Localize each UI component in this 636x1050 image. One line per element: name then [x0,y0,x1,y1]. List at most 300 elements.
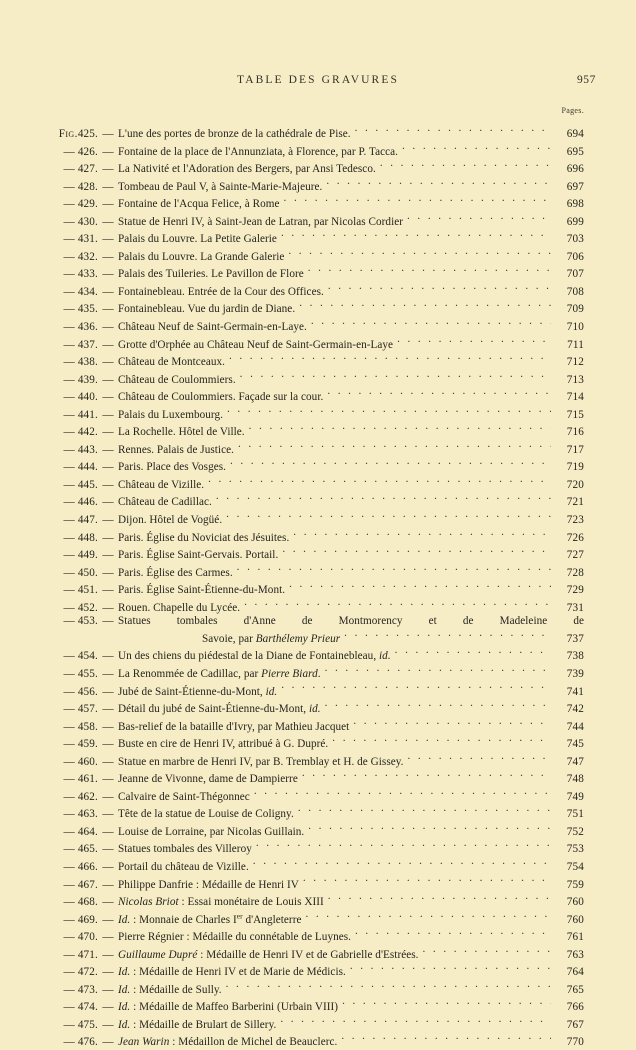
dot-leader [327,387,551,400]
figure-number: — 444. [63,461,98,474]
index-entry [34,282,584,300]
index-entry [34,646,584,664]
dot-leader [355,124,551,137]
entry-title: La Rochelle. Hôtel de Ville. [118,426,245,439]
entry-dash: — [102,531,114,544]
entry-page-number: 763 [566,948,584,961]
entry-page-number: 709 [566,303,584,316]
entry-page-number: 767 [566,1018,584,1031]
entry-dash: — [102,285,114,298]
index-entry [34,247,584,265]
index-entry [34,664,584,682]
entry-title: Rennes. Palais de Justice. [118,443,234,456]
figure-number: — 429. [63,198,98,211]
entry-title: Paris. Église du Noviciat des Jésuites. [118,531,290,544]
dot-leader [380,159,551,172]
figure-number: — 428. [63,180,98,193]
dot-leader [282,545,551,558]
dot-leader [407,212,551,225]
entry-dash: — [102,1018,114,1031]
figure-number: — 452. [63,601,98,614]
page-title: TABLE DES GRAVURES [237,74,399,86]
dot-leader [281,682,551,695]
dot-leader [328,892,551,905]
figure-number: — 448. [63,531,98,544]
figure-number: — 443. [63,443,98,456]
index-entry [34,892,584,910]
dot-leader [288,247,551,260]
entry-dash: — [102,650,114,663]
entry-dash: — [102,268,114,281]
dot-leader [344,629,551,642]
index-entry [34,422,584,440]
figure-number: — 466. [63,860,98,873]
entry-page-number: 716 [566,426,584,439]
dot-leader [289,580,551,593]
entry-title: Fontaine de l'Acqua Felice, à Rome [118,198,280,211]
entry-dash: — [102,549,114,562]
entry-dash: — [102,685,114,698]
index-entry [34,804,584,822]
entry-dash: — [102,790,114,803]
entry-title: L'une des portes de bronze de la cathédrale de Pise. [118,128,351,140]
dot-leader [253,857,551,870]
dot-leader [281,229,551,242]
entry-page-number: 766 [566,1001,584,1014]
entry-dash: — [102,860,114,873]
figure-number: — 465. [63,843,98,856]
entry-page-number: 728 [566,566,584,579]
figure-number: — 470. [63,931,98,944]
index-entry [34,857,584,875]
entry-dash: — [102,584,114,597]
entry-title: Château de Montceaux. [118,356,225,369]
figure-number: — 445. [63,478,98,491]
entry-title: La Renommée de Cadillac, par Pierre Biard. [118,667,321,680]
entry-page-number: 723 [566,514,584,527]
entry-page-number: 752 [566,825,584,838]
index-entry [34,229,584,247]
entry-dash: — [102,601,114,614]
index-entry [34,405,584,423]
dot-leader [230,457,551,470]
entry-title: Paris. Église Saint-Étienne-du-Mont. [118,584,286,597]
entry-dash: — [102,1036,114,1049]
dot-leader [227,405,551,418]
entry-title: Palais du Louvre. La Grande Galerie [118,250,285,263]
index-entry [34,1032,584,1050]
dot-leader [342,997,551,1010]
figure-number: — 438. [63,356,98,369]
dot-leader [311,317,551,330]
entry-page-number: 698 [566,198,584,211]
figure-number: — 469. [63,913,98,926]
entry-title: Détail du jubé de Saint-Étienne-du-Mont, id. [118,703,321,716]
index-entry [34,177,584,195]
entry-dash: — [102,1001,114,1014]
index-entry [34,875,584,893]
entry-title: Grotte d'Orphée au Château Neuf de Saint-Germain-en-Laye [118,338,394,351]
index-entry [34,1015,584,1033]
figure-number: — 449. [63,549,98,562]
index-entry [34,682,584,700]
entry-title: Tombeau de Paul V, à Sainte-Marie-Majeure. [118,180,323,193]
dot-leader [355,927,551,940]
entry-dash: — [102,514,114,527]
figure-number: — 462. [63,790,98,803]
dot-leader [353,717,551,730]
running-head [32,74,604,92]
entry-title: Château de Vizille. [118,478,205,491]
entry-dash: — [102,948,114,961]
index-entry [34,717,584,735]
entry-dash: — [102,667,114,680]
entry-page-number: 726 [566,531,584,544]
dot-leader [299,299,551,312]
entry-title: Id. : Médaille de Brulart de Sillery. [118,1018,277,1031]
entry-title-continued: Savoie, par Barthélemy Prieur [202,632,341,645]
entry-page-number: 754 [566,860,584,873]
dot-leader [244,598,551,611]
dot-leader [402,142,551,155]
dot-leader [226,510,551,523]
entry-title: Palais du Louvre. La Petite Galerie [118,233,277,246]
entry-page-number: 745 [566,738,584,751]
index-entry [34,752,584,770]
entry-dash: — [102,913,114,926]
dot-leader [238,440,551,453]
figure-index-list [34,124,584,1050]
dot-leader [240,370,551,383]
entry-title: Palais des Tuileries. Le Pavillon de Flore [118,268,304,281]
figure-number: — 456. [63,685,98,698]
dot-leader [423,945,551,958]
entry-page-number: 747 [566,755,584,768]
entry-page-number: 759 [566,878,584,891]
entry-dash: — [102,145,114,158]
index-entry [34,387,584,405]
figure-number: — 474. [63,1001,98,1014]
entry-dash: — [102,825,114,838]
entry-page-number: 739 [566,667,584,680]
figure-number: — 457. [63,703,98,716]
entry-title: Château de Coulommiers. Façade sur la cour. [118,391,324,404]
index-entry [34,822,584,840]
entry-page-number: 760 [566,896,584,909]
entry-page-number: 719 [566,461,584,474]
index-entry-line [34,629,584,647]
index-entry [34,492,584,510]
entry-title: Id. : Médaille de Sully. [118,983,222,996]
entry-dash: — [102,250,114,263]
entry-dash: — [102,478,114,491]
index-entry [34,124,584,142]
entry-page-number: 714 [566,391,584,404]
entry-dash: — [102,755,114,768]
entry-page-number: 710 [566,321,584,334]
index-entry [34,264,584,282]
entry-dash: — [102,615,114,628]
entry-page-number: 748 [566,773,584,786]
entry-page-number: 707 [566,268,584,281]
entry-title: Château Neuf de Saint-Germain-en-Laye. [118,321,307,334]
entry-dash: — [102,896,114,909]
figure-number: — 461. [63,773,98,786]
index-entry [34,598,584,616]
entry-dash: — [102,496,114,509]
dot-leader [208,475,551,488]
dot-leader [298,804,551,817]
entry-page-number: 742 [566,703,584,716]
dot-leader [350,962,551,975]
entry-title: Statue de Henri IV, à Saint-Jean de Latran, par Nicolas Cordier [118,215,404,228]
dot-leader [237,563,551,576]
entry-page-number: 694 [566,128,584,140]
figure-number: — 427. [63,163,98,176]
entry-page-number: 712 [566,356,584,369]
entry-title: Id. : Médaille de Henri IV et de Marie de Médicis. [118,966,346,979]
index-entry [34,317,584,335]
index-entry [34,699,584,717]
entry-dash: — [102,703,114,716]
figure-number: — 446. [63,496,98,509]
index-entry [34,769,584,787]
entry-page-number: 737 [566,632,584,645]
figure-number: — 472. [63,966,98,979]
entry-title: Louise de Lorraine, par Nicolas Guillain. [118,825,305,838]
figure-number: — 432. [63,250,98,263]
entry-page-number: 721 [566,496,584,509]
figure-number: — 450. [63,566,98,579]
index-entry [34,475,584,493]
index-entry [34,212,584,230]
entry-title: Calvaire de Saint-Thégonnec [118,790,250,803]
entry-title: Dijon. Hôtel de Vogüé. [118,514,223,527]
figure-number: — 471. [63,948,98,961]
figure-number: — 442. [63,426,98,439]
index-entry [34,962,584,980]
index-entry [34,194,584,212]
entry-page-number: 695 [566,145,584,158]
index-entry [34,734,584,752]
entry-page-number: 720 [566,478,584,491]
entry-title: Un des chiens du piédestal de la Diane de Fontainebleau, id. [118,650,391,663]
figure-number: — 475. [63,1018,98,1031]
figure-number: — 436. [63,321,98,334]
dot-leader [332,734,551,747]
entry-page-number: 711 [567,338,584,351]
entry-title: Statue en marbre de Henri IV, par B. Tremblay et H. de Gissey. [118,755,404,768]
entry-title: Jeanne de Vivonne, dame de Dampierre [118,773,298,786]
entry-title: Paris. Église Saint-Gervais. Portail. [118,549,279,562]
index-entry [34,370,584,388]
figure-number: — 453. [63,615,98,628]
index-entry [34,440,584,458]
dot-leader [306,910,552,923]
entry-dash: — [102,408,114,421]
entry-title: Palais du Luxembourg. [118,408,223,421]
entry-dash: — [102,443,114,456]
dot-leader [408,752,551,765]
dot-leader [397,335,551,348]
figure-number: — 463. [63,808,98,821]
entry-page-number: 717 [566,443,584,456]
dot-leader [326,177,551,190]
entry-title: Portail du château de Vizille. [118,860,249,873]
figure-number: — 434. [63,285,98,298]
entry-dash: — [102,215,114,228]
entry-dash: — [102,356,114,369]
entry-page-number: 697 [566,180,584,193]
dot-leader [303,875,551,888]
index-entry [34,545,584,563]
figure-number: — 439. [63,373,98,386]
figure-number: — 468. [63,896,98,909]
index-entry [34,299,584,317]
entry-title: Tête de la statue de Louise de Coligny. [118,808,294,821]
entry-dash: — [102,843,114,856]
entry-title: Id. : Monnaie de Charles Ier d'Angleterre [118,910,302,926]
entry-title: Fontainebleau. Entrée de la Cour des Offices. [118,285,324,298]
dot-leader [325,699,551,712]
folio-number: 957 [576,74,596,86]
entry-dash: — [102,931,114,944]
figure-number: — 458. [63,720,98,733]
dot-leader [256,839,551,852]
index-entry [34,580,584,598]
figure-number: — 447. [63,514,98,527]
dot-leader [308,822,551,835]
entry-page-number: 708 [566,285,584,298]
entry-page-number: 731 [566,601,584,614]
dot-leader [249,422,551,435]
dot-leader [293,528,551,541]
entry-page-number: 729 [566,584,584,597]
figure-number: — 431. [63,233,98,246]
entry-title: Pierre Régnier : Médaille du connétable de Luynes. [118,931,352,944]
dot-leader [254,787,551,800]
index-entry [34,980,584,998]
entry-dash: — [102,566,114,579]
entry-title: Id. : Médaille de Maffeo Barberini (Urbain VIII) [118,1001,339,1014]
entry-title: Guillaume Dupré : Médaille de Henri IV et de Gabrielle d'Estrées. [118,948,419,961]
entry-dash: — [102,461,114,474]
entry-page-number: 706 [566,250,584,263]
figure-number: — 464. [63,825,98,838]
entry-title: Château de Coulommiers. [118,373,236,386]
entry-page-number: 727 [566,549,584,562]
entry-dash: — [102,773,114,786]
entry-title: Statues tombales des Villeroy [118,843,252,856]
dot-leader [280,1015,551,1028]
index-entry [34,839,584,857]
index-entry [34,159,584,177]
index-entry [34,945,584,963]
index-entry [34,927,584,945]
entry-page-number: 699 [566,215,584,228]
entry-page-number: 764 [566,966,584,979]
index-entry [34,563,584,581]
entry-title: Paris. Église des Carmes. [118,566,233,579]
index-entry-line [34,615,584,629]
index-entry [34,457,584,475]
entry-dash: — [102,338,114,351]
figure-number: — 473. [63,983,98,996]
entry-page-number: 703 [566,233,584,246]
figure-number: — 441. [63,408,98,421]
index-entry [34,510,584,528]
entry-dash: — [102,966,114,979]
entry-dash: — [102,738,114,751]
entry-page-number: 713 [566,373,584,386]
index-entry [34,615,584,646]
entry-page-number: 751 [566,808,584,821]
entry-page-number: 761 [566,931,584,944]
index-entry [34,335,584,353]
entry-page-number: 738 [566,650,584,663]
dot-leader [302,769,551,782]
dot-leader [341,1032,551,1045]
figure-number: — 433. [63,268,98,281]
entry-page-number: 741 [566,685,584,698]
entry-dash: — [102,426,114,439]
entry-title: Philippe Danfrie : Médaille de Henri IV [118,878,299,891]
entry-title: Fontaine de la place de l'Annunziata, à Florence, par P. Tacca. [118,145,399,158]
entry-title: Rouen. Chapelle du Lycée. [118,601,241,614]
entry-dash: — [102,180,114,193]
entry-title: Jean Warin : Médaillon de Michel de Beauclerc. [118,1036,338,1049]
index-entry [34,352,584,370]
entry-page-number: 760 [566,913,584,926]
figure-number: — 437. [63,338,98,351]
pages-column-label: Pages. [561,106,584,115]
figure-number: Fig.425. [58,128,98,140]
figure-number: — 476. [63,1036,98,1049]
figure-number: — 460. [63,755,98,768]
dot-leader [325,664,551,677]
index-entry [34,142,584,160]
entry-page-number: 744 [566,720,584,733]
entry-title: Nicolas Briot : Essai monétaire de Louis XIII [118,896,324,909]
dot-leader [216,492,551,505]
figure-number: — 435. [63,303,98,316]
entry-title: Fontainebleau. Vue du jardin de Diane. [118,303,296,316]
dot-leader [395,646,551,659]
entry-dash: — [102,373,114,386]
entry-dash: — [102,720,114,733]
entry-title: Paris. Place des Vosges. [118,461,226,474]
entry-dash: — [102,321,114,334]
entry-title: Château de Cadillac. [118,496,212,509]
entry-title: Bas-relief de la bataille d'Ivry, par Mathieu Jacquet [118,720,350,733]
entry-title: La Nativité et l'Adoration des Bergers, par Ansi Tedesco. [118,163,376,176]
dot-leader [226,980,551,993]
entry-dash: — [102,163,114,176]
entry-title: Statues tombales d'Anne de Montmorency et de Madeleine de [118,615,584,628]
dot-leader [308,264,551,277]
entry-dash: — [102,303,114,316]
entry-page-number: 715 [566,408,584,421]
entry-page-number: 765 [566,983,584,996]
dot-leader [284,194,551,207]
entry-dash: — [102,391,114,404]
entry-page-number: 753 [566,843,584,856]
entry-dash: — [102,808,114,821]
figure-number: — 454. [63,650,98,663]
entry-dash: — [102,198,114,211]
figure-number: — 451. [63,584,98,597]
entry-dash: — [102,878,114,891]
